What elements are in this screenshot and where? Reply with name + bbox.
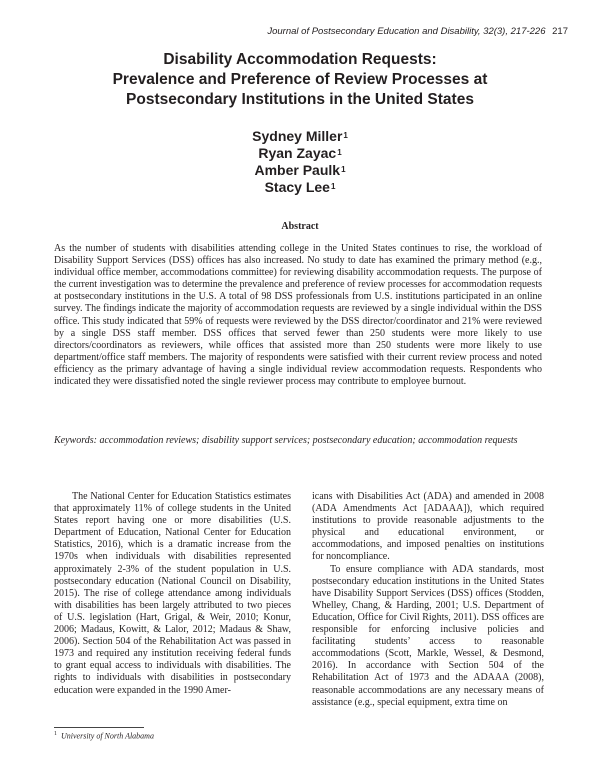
author [100, 179, 500, 196]
author-name: Sydney Miller [252, 128, 343, 144]
footnote-text: University of North Alabama [61, 731, 154, 741]
page-number: 217 [552, 26, 568, 37]
abstract-text: As the number of students with disabilities attending college in the United States continues to rise, the workload of Disability Support Services (DSS) offices has also increased. No study to date has examined the primary method (e.g., individual office member, accommodations committee) for reviewing disability accommodation requests. The purpose of the current investigation was to determine the prevalence and preference of review processes for accommodation requests at postsecondary institutions in the U.S. A total of 98 DSS professionals from U.S. institutions participated in an online survey. The findings indicate the majority of accommodation requests are reviewed by a single individual within the DSS office. This study indicated that 59% of requests were reviewed by the DSS director/coordinator and 21% were reviewed by a single DSS staff member. DSS offices that served fewer than 250 students were more likely to use directors/coordinators as reviewers, while offices that assisted more than 250 students were more likely to use department/office staff members. The majority of respondents were satisfied with their current review process and noted efficiency as the primary advantage of having a single individual review accommodation requests. Respondents who indicated they were dissatisfied noted the single reviewer process may contribute to employee burnout. [54, 243, 542, 388]
affiliation-marker: 1 [341, 165, 346, 174]
footnote-divider [54, 727, 144, 728]
body-column-right [312, 491, 544, 709]
article-title [40, 50, 560, 110]
body-paragraph: To ensure compliance with ADA standards, most postsecondary education institutions in the United States have Disability Support Services (DSS) offices (Stodden, Whelley, Chang, & Harding, 2001; U.S. Department of Education, Office for Civil Rights, 2011). DSS offices are responsible for enforcing inclusive policies and facilitating students’ access to reasonable accommodations (Scott, Markle, Wessel, & Desmond, 2016). In accordance with Section 504 of the Rehabilitation Act of 1973 and the ADAAA (2008), reasonable accommodations are any necessary means of assistance (e.g., special equipment, extra time on [312, 563, 544, 708]
affiliation-marker: 1 [343, 131, 348, 140]
title-line-1: Disability Accommodation Requests: [163, 51, 437, 68]
author-name: Stacy Lee [264, 179, 330, 195]
author [100, 128, 500, 145]
abstract-heading: Abstract [281, 221, 319, 232]
author-name: Amber Paulk [254, 162, 341, 178]
title-line-2: Prevalence and Preference of Review Processes at [112, 71, 488, 88]
affiliation-marker: 1 [330, 182, 336, 191]
body-paragraph: The National Center for Education Statistics estimates that approximately 11% of college students in the United States report having one or more disabilities (U.S. Department of Education, National Center for Education Statistics, 2016), which is a dramatic increase from the 1970s when individuals with disabilities represented approximately 2-3% of the student population in U.S. postsecondary education (National Council on Disability, 2015). The rise of college attendance among individuals with disabilities has been largely attributed to two pieces of U.S. legislation (Hart, Grigal, & Weir, 2010; Konur, 2006; Madaus, Kowitt, & Lalor, 2012; Madaus & Shaw, 2006). Section 504 of the Rehabilitation Act was passed in 1973 and required any institution receiving federal funds to grant equal access to individuals with disabilities. The rights to individuals with disabilities in postsecondary education were expanded in the 1990 Amer- [54, 491, 291, 696]
affiliation-marker: 1 [337, 148, 342, 157]
running-header [267, 26, 568, 37]
keywords: Keywords: accommodation reviews; disability support services; postsecondary education; accommodation requests [54, 435, 518, 446]
author [100, 162, 500, 179]
footnote [54, 731, 154, 741]
journal-citation: Journal of Postsecondary Education and Disability, 32(3), 217-226 [267, 26, 546, 37]
body-paragraph: icans with Disabilities Act (ADA) and amended in 2008 (ADA Amendments Act [ADAAA]), which required institutions to provide reasonable adjustments to the physical and educational environment, or accommodations, and imposed penalties on institutions for noncompliance. [312, 491, 544, 563]
author-list [100, 128, 500, 196]
author-name: Ryan Zayac [258, 145, 337, 161]
footnote-marker: 1 [54, 731, 57, 737]
author [100, 145, 500, 162]
body-column-left [54, 491, 291, 697]
title-line-3: Postsecondary Institutions in the United States [126, 91, 474, 108]
